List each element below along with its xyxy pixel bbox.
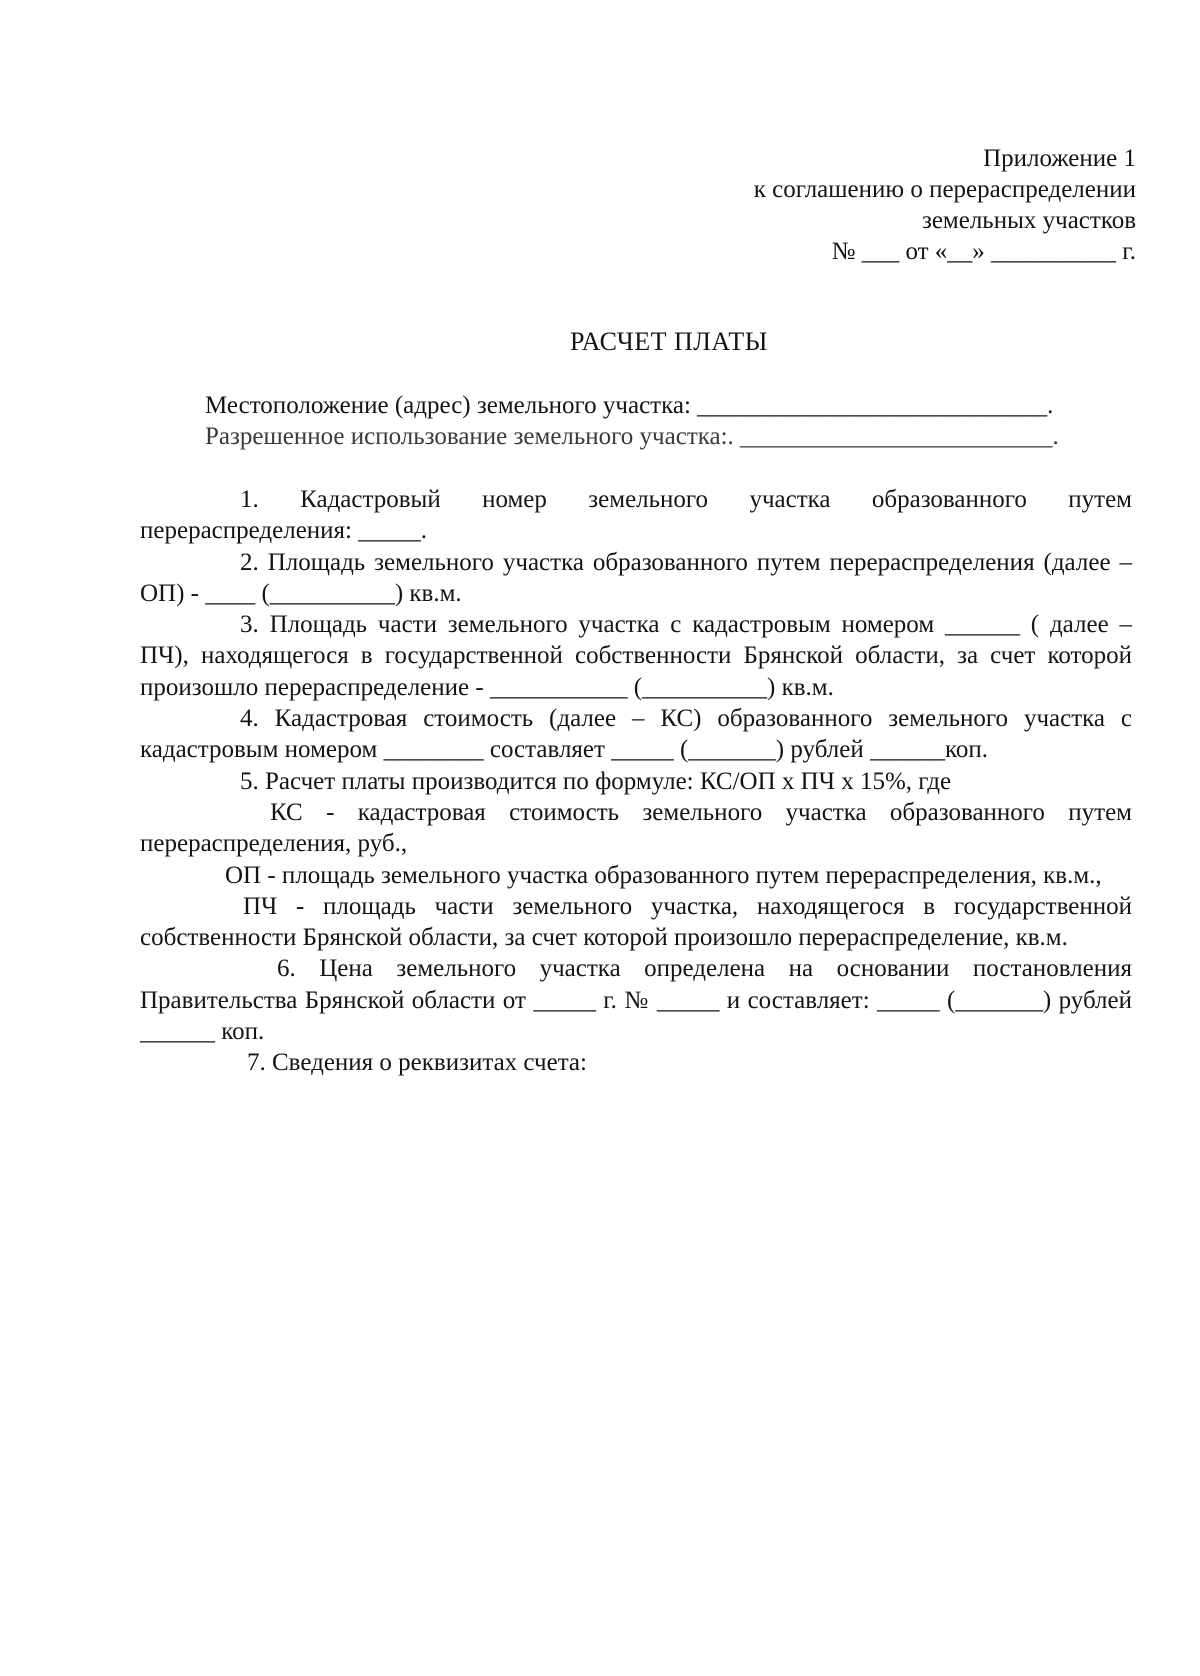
item-2-area: 2. Площадь земельного участка образованного путем перераспределения (далее – ОП) - ____ (__________) кв.м. [140, 548, 1132, 607]
item-3-part-area: 3. Площадь части земельного участка с кадастровым номером ______ ( далее – ПЧ), находящегося в государственной собственности Брянской области, за счет которой произошло перераспределение - ___________ (__________) кв.м. [140, 611, 1132, 701]
document-title: РАСЧЕТ ПЛАТЫ [570, 327, 768, 356]
item-5-op-definition: ОП - площадь земельного участка образованного путем перераспределения, кв.м., [225, 861, 1102, 889]
appendix-number-date: № ___ от «__» __________ г. [831, 238, 1136, 265]
appendix-header [600, 143, 1136, 267]
land-plot-meta [205, 390, 1125, 452]
appendix-agreement-subject: земельных участков [921, 207, 1136, 234]
item-5-ks-definition: КС - кадастровая стоимость земельного участка образованного путем перераспределения, руб., [140, 798, 1132, 858]
item-5-formula: 5. Расчет платы производится по формуле: КС/ОП х ПЧ х 15%, где [240, 767, 952, 795]
item-5-pch-definition: ПЧ - площадь части земельного участка, находящегося в государственной собственности Брянской области, за счет которой произошло перераспределение, кв.м. [140, 892, 1132, 952]
calculation-body [140, 484, 1132, 1079]
appendix-agreement-ref: к соглашению о перераспределении [753, 176, 1136, 203]
item-7-account-details: 7. Сведения о реквизитах счета: [247, 1049, 587, 1077]
appendix-number: Приложение 1 [983, 145, 1136, 172]
item-1-cadastral-number: 1. Кадастровый номер земельного участка образованного путем перераспределения: _____. [140, 486, 1132, 545]
permitted-use-line: Разрешенное использование земельного участка:. _________________________. [205, 423, 1059, 450]
location-line: Местоположение (адрес) земельного участка: ____________________________. [205, 392, 1054, 419]
item-6-price: 6. Цена земельного участка определена на основании постановления Правительства Брянской области от _____ г. № _____ и составляет: _____ (_______) рублей ______ коп. [140, 955, 1132, 1046]
item-4-cadastral-value: 4. Кадастровая стоимость (далее – КС) образованного земельного участка с кадастровым номером ________ составляет _____ (_______) рублей ______коп. [140, 705, 1132, 764]
